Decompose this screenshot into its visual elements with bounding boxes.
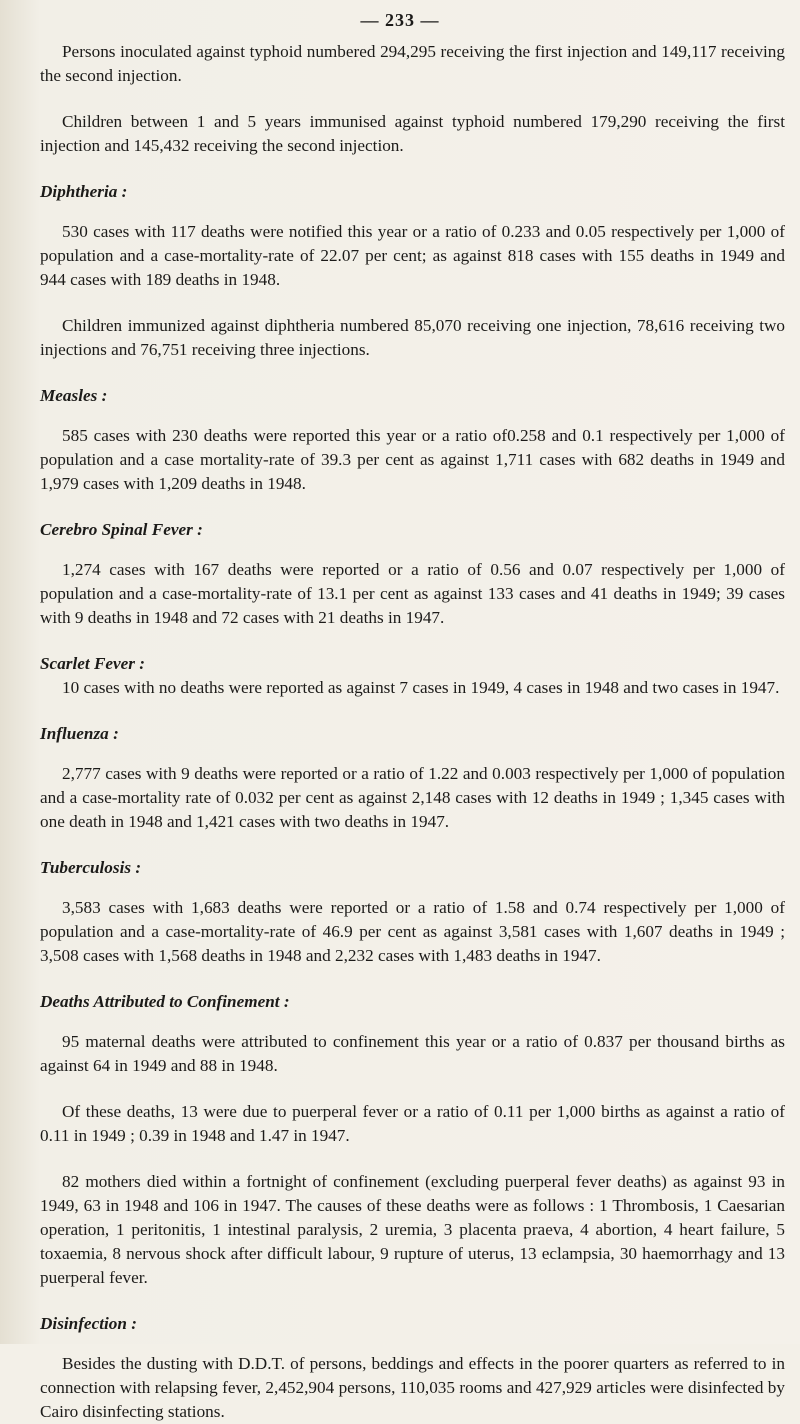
typhoid-paragraph-2: Children between 1 and 5 years immunised against typhoid numbered 179,290 receiving the first injection and 145,432 receiving the second injection. bbox=[40, 112, 785, 155]
confinement-paragraph-3: 82 mothers died within a fortnight of confinement (excluding puerperal fever deaths) as against 93 in 1949, 63 in 1948 and 106 in 1947. The causes of these deaths were as follows : 1 Thrombosis, 1 Caesarian operation, 1 peritonitis, 1 intestinal paralysis, 2 uremia, 3 placenta praeva, 4 abortion, 4 heart failure, 5 toxaemia, 8 nervous shock after difficult labour, 9 rupture of uterus, 13 eclampsia, 30 haemorrhagy and 13 puerperal fever. bbox=[40, 1172, 785, 1287]
disinfection-paragraph-1: Besides the dusting with D.D.T. of persons, beddings and effects in the poorer quarters as referred to in connection with relapsing fever, 2,452,904 persons, 110,035 rooms and 427,929 articles were disinfected by Cairo disinfecting stations. bbox=[40, 1354, 785, 1421]
heading-influenza: Influenza : bbox=[40, 724, 119, 743]
document-body bbox=[40, 40, 785, 1424]
scarlet-paragraph-1: 10 cases with no deaths were reported as against 7 cases in 1949, 4 cases in 1948 and two cases in 1947. bbox=[62, 678, 780, 697]
heading-deaths-attributed-to-confinement: Deaths Attributed to Confinement : bbox=[40, 992, 290, 1011]
typhoid-paragraph-1: Persons inoculated against typhoid numbered 294,295 receiving the first injection and 149,117 receiving the second injection. bbox=[40, 42, 785, 85]
tuberculosis-paragraph-1: 3,583 cases with 1,683 deaths were reported or a ratio of 1.58 and 0.74 respectively per 1,000 of population and a case-mortality-rate of 46.9 per cent as against 3,581 cases with 1,607 deaths in 1949 ; 3,508 cases with 1,568 deaths in 1948 and 2,232 cases with 1,483 deaths in 1947. bbox=[40, 898, 785, 965]
diphtheria-paragraph-1: 530 cases with 117 deaths were notified this year or a ratio of 0.233 and 0.05 respectively per 1,000 of population and a case-mortality-rate of 22.07 per cent; as against 818 cases with 155 deaths in 1949 and 944 cases with 189 deaths in 1948. bbox=[40, 222, 785, 289]
page-number: — 233 — bbox=[360, 10, 440, 30]
measles-paragraph-1: 585 cases with 230 deaths were reported this year or a ratio of0.258 and 0.1 respectively per 1,000 of population and a case mortality-rate of 39.3 per cent as against 1,711 cases with 682 deaths in 1949 and 1,979 cases with 1,209 deaths in 1948. bbox=[40, 426, 785, 493]
confinement-paragraph-1: 95 maternal deaths were attributed to confinement this year or a ratio of 0.837 per thousand births as against 64 in 1949 and 88 in 1948. bbox=[40, 1032, 785, 1075]
influenza-paragraph-1: 2,777 cases with 9 deaths were reported or a ratio of 1.22 and 0.003 respectively per 1,000 of population and a case-mortality rate of 0.032 per cent as against 2,148 cases with 12 deaths in 1949 ; 1,345 cases with one death in 1948 and 1,421 cases with two deaths in 1947. bbox=[40, 764, 785, 831]
heading-tuberculosis: Tuberculosis : bbox=[40, 858, 142, 877]
heading-scarlet-fever: Scarlet Fever : bbox=[40, 654, 146, 673]
heading-disinfection: Disinfection : bbox=[40, 1314, 137, 1333]
confinement-paragraph-2: Of these deaths, 13 were due to puerperal fever or a ratio of 0.11 per 1,000 births as against a ratio of 0.11 in 1949 ; 0.39 in 1948 and 1.47 in 1947. bbox=[40, 1102, 785, 1145]
heading-diphtheria: Diphtheria : bbox=[40, 182, 128, 201]
heading-cerebro-spinal-fever: Cerebro Spinal Fever : bbox=[40, 520, 203, 539]
diphtheria-paragraph-2: Children immunized against diphtheria numbered 85,070 receiving one injection, 78,616 receiving two injections and 76,751 receiving three injections. bbox=[40, 316, 785, 359]
cerebro-paragraph-1: 1,274 cases with 167 deaths were reported or a ratio of 0.56 and 0.07 respectively per 1,000 of population and a case-mortality-rate of 13.1 per cent as against 133 cases and 41 deaths in 1949; 39 cases with 9 deaths in 1948 and 72 cases with 21 deaths in 1947. bbox=[40, 560, 785, 627]
heading-measles: Measles : bbox=[40, 386, 108, 405]
